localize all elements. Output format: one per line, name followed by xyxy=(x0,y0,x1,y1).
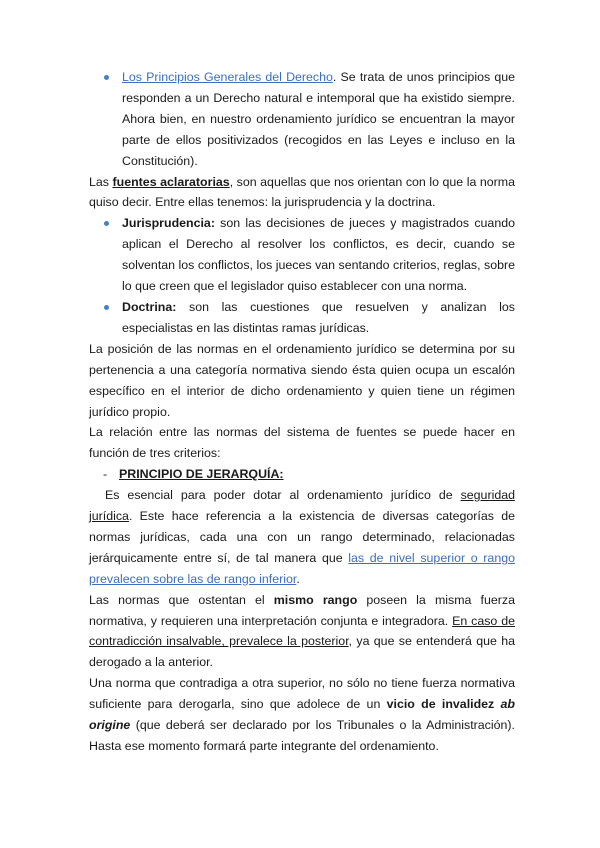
contradiga-pre: Una norma que contradiga a otra superior, no sólo no tiene fuerza normativa suficiente para derogarla, sino que adolece de un xyxy=(89,676,515,712)
fuentes-post: , son aquellas que nos orientan con lo que la norma quiso decir. Entre ellas tenemos: la jurisprudencia y la doctrina. xyxy=(89,174,516,210)
doctrina-text: son las cuestiones que resuelven y analizan los especialistas en las distintas ramas jurídicas. xyxy=(122,299,515,335)
contradiga-post: (que deberá ser declarado por los Tribunales o la Administración). Hasta ese momento formará parte integrante del ordenamiento. xyxy=(89,718,515,753)
esencial-post: . xyxy=(296,571,300,586)
mismo-rango-term: mismo rango xyxy=(273,592,358,607)
paragraph-posicion: La posición de las normas en el ordenamiento jurídico se determina por su pertenencia a una categoría normativa siendo ésta quien ocupa un escalón específico en el interior de dicho ordenamiento y quien tiene un régimen jurídico propio. xyxy=(89,341,515,419)
ab-origine-term: ab origine xyxy=(89,697,515,733)
esencial-pre: Es esencial para poder dotar al ordenamiento jurídico de xyxy=(105,488,461,503)
bullet-dot-icon xyxy=(104,75,109,80)
document-page xyxy=(89,67,515,757)
mismo-pre: Las normas que ostentan el xyxy=(89,592,274,607)
mismo-post: , ya que se entenderá que ha derogado a la anterior. xyxy=(89,634,515,670)
dash-mark: - xyxy=(103,467,108,482)
rango-superior-link[interactable]: las de nivel superior o rango prevalecen sobre las de rango inferior xyxy=(89,550,515,586)
paragraph-relacion: La relación entre las normas del sistema de fuentes se puede hacer en función de tres criterios: xyxy=(89,425,515,461)
doctrina-term: Doctrina: xyxy=(122,299,177,314)
paragraph-fuentes-aclaratorias xyxy=(89,172,515,214)
jurisprudencia-text: son las decisiones de jueces y magistrados cuando aplican el Derecho al resolver los conflictos, es decir, cuando se solventan los conflictos, los jueces van sentando criterios, reglas, sobre lo que creen que el legislador quiso establecer con una norma. xyxy=(122,216,515,294)
bullet-doctrina xyxy=(89,297,515,339)
bullet-dot-icon xyxy=(104,221,109,226)
bullet-dot-icon xyxy=(104,305,109,310)
esencial-mid: . Este hace referencia a la existencia de diversas categorías de normas jurídicas, cada una con un rango determinado, relacionadas jerárquicamente entre sí, de tal manera que xyxy=(89,509,515,565)
vicio-invalidez-term: vicio de invalidez xyxy=(386,697,501,712)
jurisprudencia-term: Jurisprudencia: xyxy=(122,216,215,231)
contradiccion-underline: En caso de contradicción insalvable, prevalece la posterior xyxy=(89,613,515,649)
mismo-mid: poseen la misma fuerza normativa, y requieren una interpretación conjunta e integradora. xyxy=(89,592,515,628)
heading-text: PRINCIPIO DE JERARQUÍA: xyxy=(119,467,284,482)
seguridad-juridica-term: seguridad jurídica xyxy=(89,488,515,524)
paragraph-contradiga xyxy=(89,673,515,757)
paragraph-esencial xyxy=(89,485,515,590)
fuentes-pre: Las xyxy=(89,174,113,189)
fuentes-aclaratorias-term: fuentes aclaratorias xyxy=(112,174,230,189)
bullet-principios-generales xyxy=(89,67,515,172)
bullet-jurisprudencia xyxy=(89,213,515,297)
principios-text: . Se trata de unos principios que responden a un Derecho natural e intemporal que ha existido siempre. Ahora bien, en nuestro ordenamiento jurídico se encuentran la mayor parte de ellos positivizados (recogidos en las Leyes e incluso en la Constitución). xyxy=(122,70,516,168)
paragraph-mismo-rango xyxy=(89,590,515,674)
principios-generales-link[interactable]: Los Principios Generales del Derecho xyxy=(122,70,333,84)
heading-principio-jerarquia xyxy=(89,464,515,485)
